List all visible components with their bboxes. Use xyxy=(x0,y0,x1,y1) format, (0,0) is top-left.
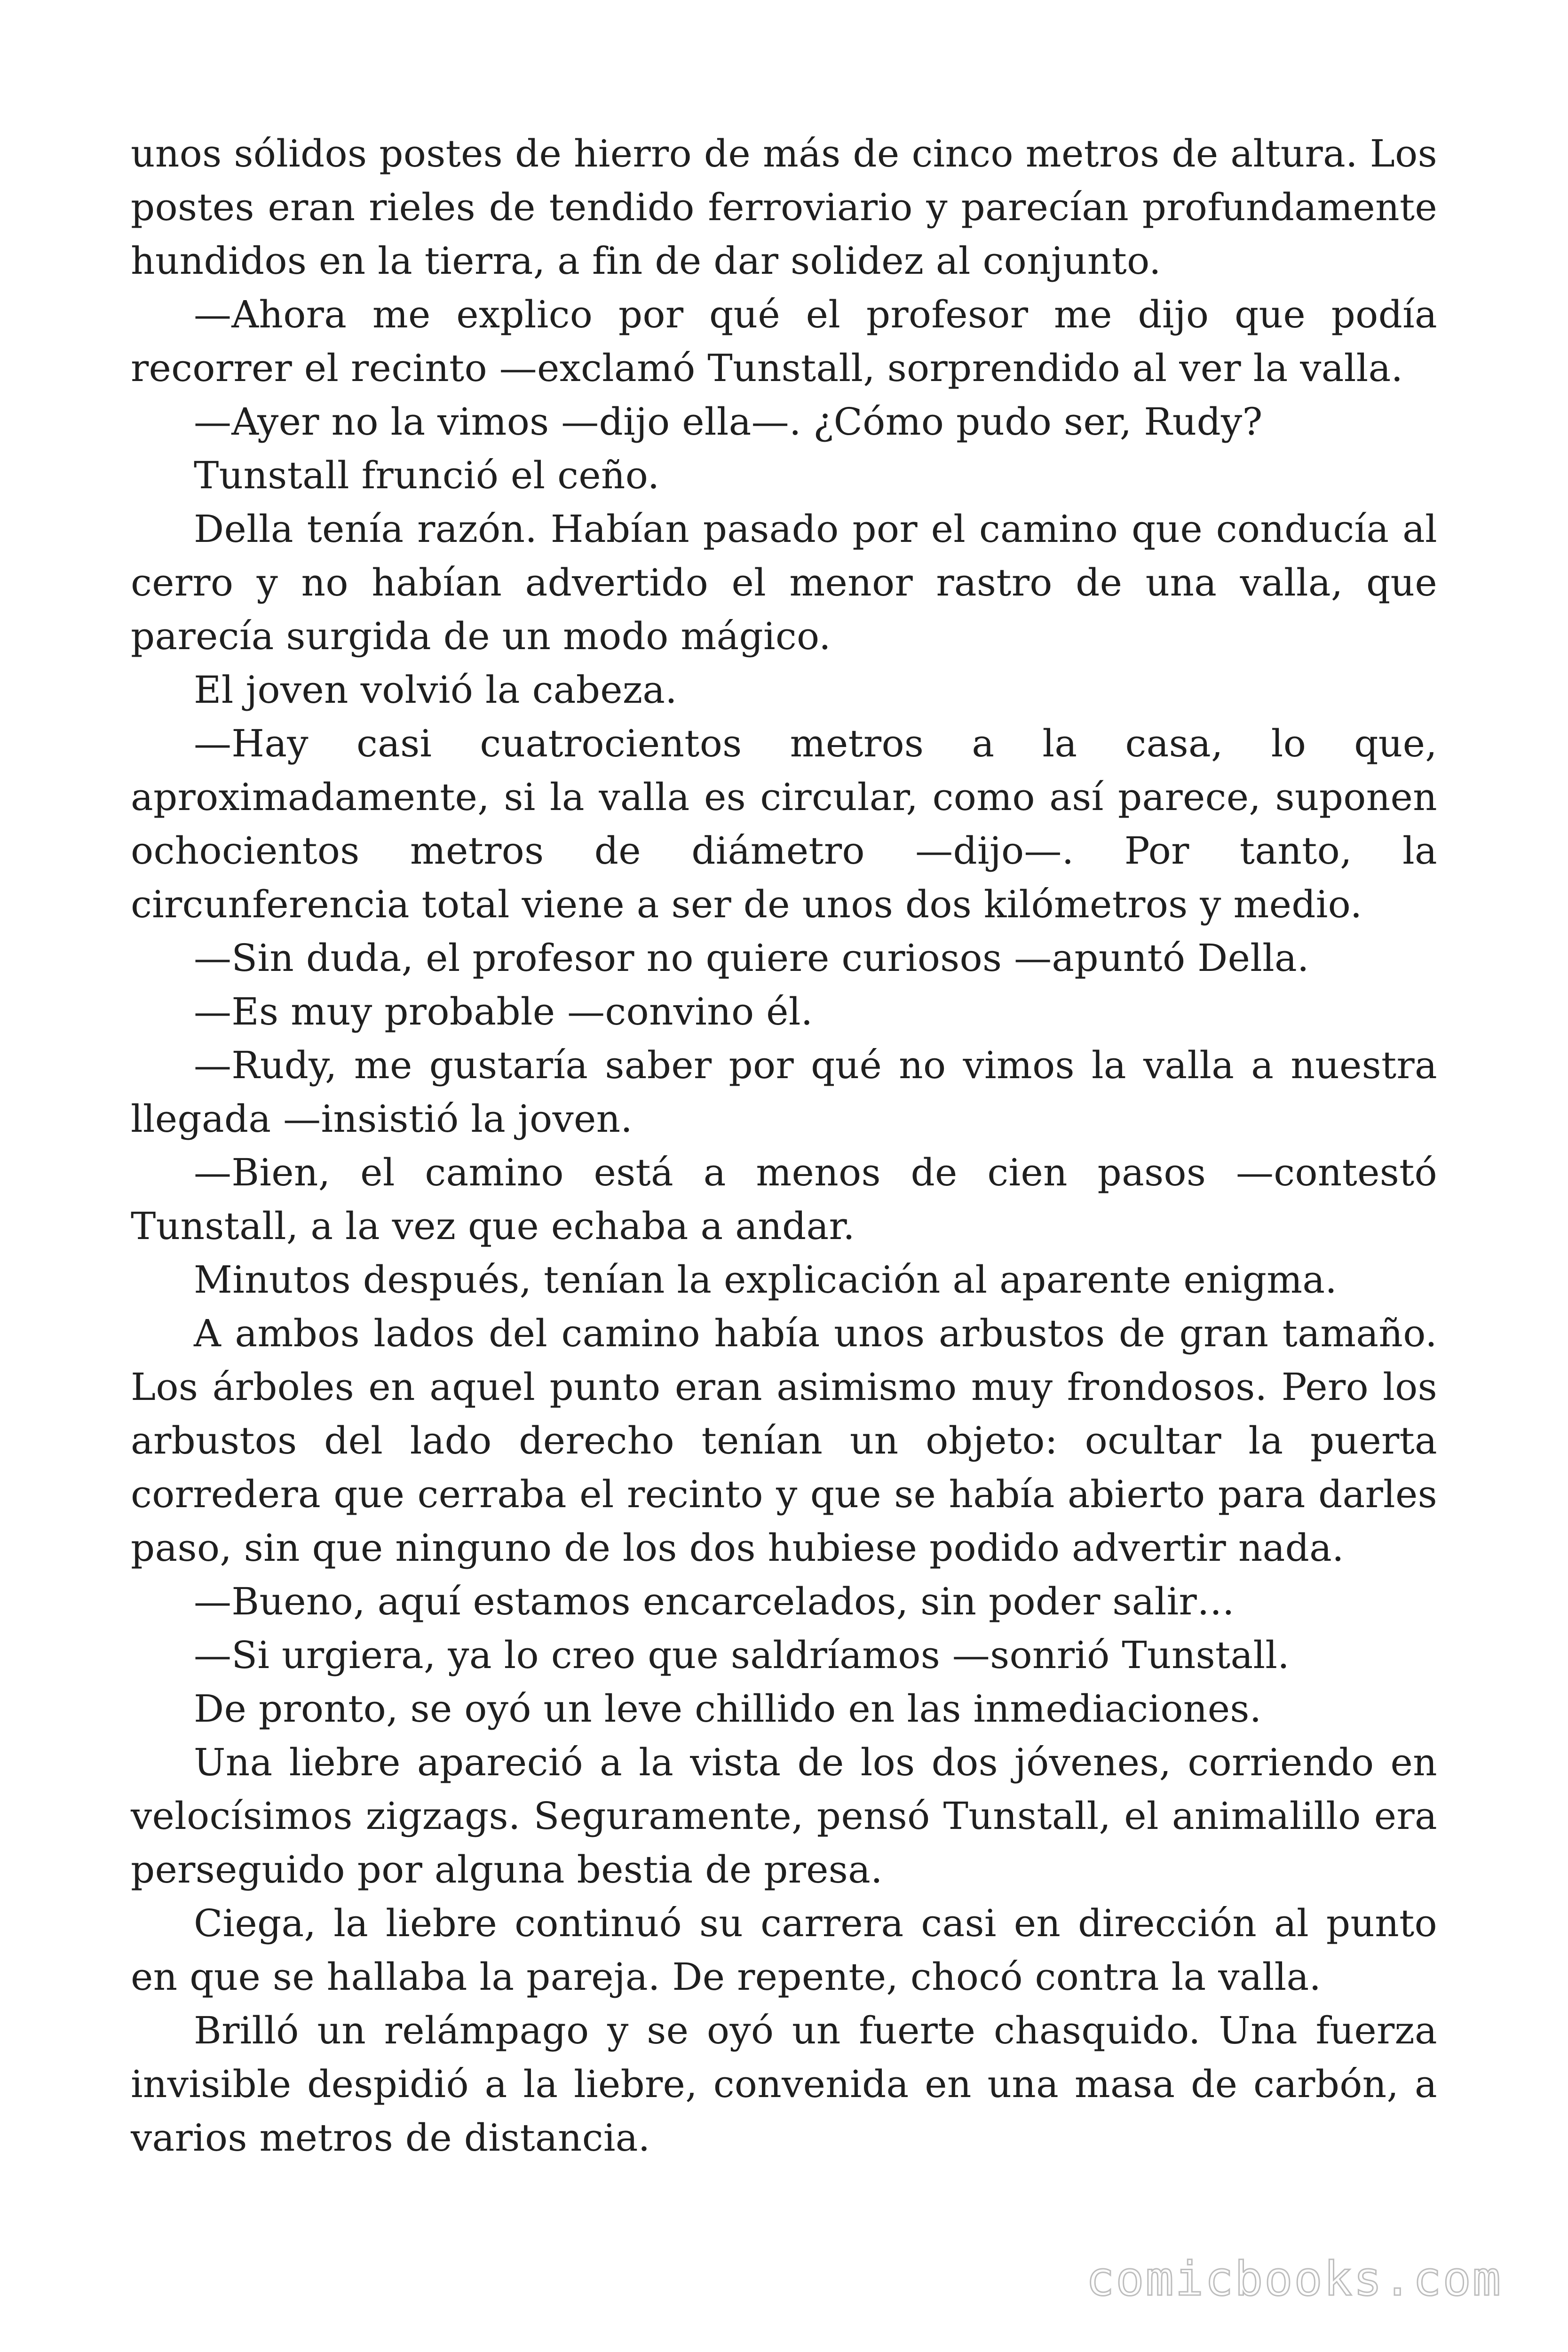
paragraph: Una liebre apareció a la vista de los dos jóvenes, corriendo en velocísimos zigzags. Seguramente, pensó Tunstall, el animalillo era perseguido por alguna bestia de presa. xyxy=(131,1740,1437,1891)
paragraph: Ciega, la liebre continuó su carrera casi en dirección al punto en que se hallaba la pareja. De repente, chocó contra la valla. xyxy=(131,1901,1437,1999)
page-text-body xyxy=(131,127,1437,2165)
paragraph: —Si urgiera, ya lo creo que saldríamos —sonrió Tunstall. xyxy=(194,1633,1290,1677)
paragraph-continuation: unos sólidos postes de hierro de más de cinco metros de altura. Los postes eran rieles de tendido ferroviario y parecían profundamente hundidos en la tierra, a fin de dar solidez al conjunto. xyxy=(131,132,1437,283)
paragraph: —Ayer no la vimos —dijo ella—. ¿Cómo pudo ser, Rudy? xyxy=(194,400,1263,444)
paragraph: Tunstall frunció el ceño. xyxy=(194,453,660,497)
paragraph: —Es muy probable —convino él. xyxy=(194,990,813,1033)
paragraph: —Sin duda, el profesor no quiere curiosos —apuntó Della. xyxy=(194,936,1309,980)
paragraph: A ambos lados del camino había unos arbustos de gran tamaño. Los árboles en aquel punto eran asimismo muy frondosos. Pero los arbustos del lado derecho tenían un objeto: ocultar la puerta corredera que cerraba el recinto y que se había abierto para darles paso, sin que ninguno de los dos hubiese podido advertir nada. xyxy=(131,1311,1437,1570)
paragraph: El joven volvió la cabeza. xyxy=(194,668,678,712)
paragraph: —Hay casi cuatrocientos metros a la casa, lo que, aproximadamente, si la valla es circular, como así parece, suponen ochocientos metros de diámetro —dijo—. Por tanto, la circunferencia total viene a ser de unos dos kilómetros y medio. xyxy=(131,722,1437,926)
paragraph: —Bueno, aquí estamos encarcelados, sin poder salir… xyxy=(194,1580,1235,1623)
paragraph: —Bien, el camino está a menos de cien pasos —contestó Tunstall, a la vez que echaba a andar. xyxy=(131,1151,1437,1248)
paragraph: Brilló un relámpago y se oyó un fuerte chasquido. Una fuerza invisible despidió a la liebre, convenida en una masa de carbón, a varios metros de distancia. xyxy=(131,2009,1437,2160)
watermark: comicbooks.com xyxy=(1086,2251,1502,2306)
paragraph: De pronto, se oyó un leve chillido en las inmediaciones. xyxy=(194,1687,1262,1731)
paragraph: Della tenía razón. Habían pasado por el camino que conducía al cerro y no habían advertido el menor rastro de una valla, que parecía surgida de un modo mágico. xyxy=(131,507,1437,658)
paragraph: —Ahora me explico por qué el profesor me dijo que podía recorrer el recinto —exclamó Tunstall, sorprendido al ver la valla. xyxy=(131,293,1437,390)
paragraph: Minutos después, tenían la explicación al aparente enigma. xyxy=(194,1258,1338,1302)
paragraph: —Rudy, me gustaría saber por qué no vimos la valla a nuestra llegada —insistió la joven. xyxy=(131,1043,1437,1141)
